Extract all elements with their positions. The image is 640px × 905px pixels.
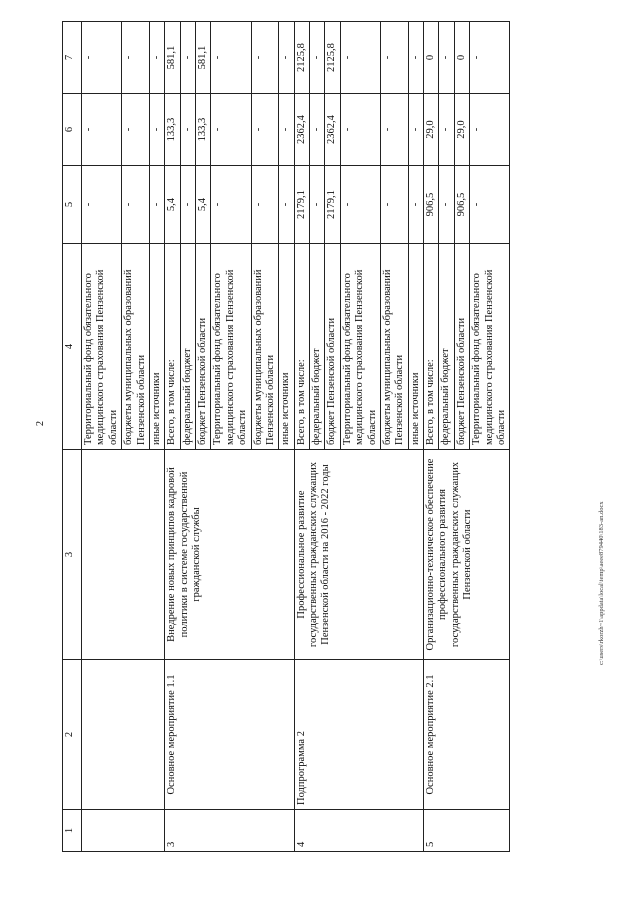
footer-file-path: c:\users\rkorzh~1\appdata\local\temp\aeee879440\183-an.docx [598, 501, 605, 665]
value-cell: 2179,1 [294, 166, 309, 244]
value-cell: 2362,4 [294, 94, 309, 166]
value-cell: - [82, 166, 122, 244]
source-cell: бюджет Пензенской области [196, 244, 211, 450]
value-cell: - [340, 22, 380, 94]
value-cell: - [149, 22, 164, 94]
source-cell: федеральный бюджет [180, 244, 195, 450]
value-cell: - [408, 166, 423, 244]
event-name-cell: Основное мероприятие 1.1 [165, 660, 294, 810]
event-name-cell [82, 660, 165, 810]
header-cell: 1 [63, 810, 82, 852]
value-cell: - [279, 22, 294, 94]
source-cell: иные источники [279, 244, 294, 450]
event-description-cell: Профессиональное развитие государственных гражданских служащих Пензенской области на 2016 - 2022 годы [294, 450, 423, 660]
value-cell: - [180, 22, 195, 94]
value-cell: - [470, 22, 510, 94]
value-cell: - [380, 94, 408, 166]
value-cell: - [122, 94, 150, 166]
value-cell: - [470, 166, 510, 244]
value-cell: - [340, 94, 380, 166]
table-row [165, 22, 180, 852]
value-cell: 906,5 [454, 166, 469, 244]
value-cell: - [380, 166, 408, 244]
value-cell: - [470, 94, 510, 166]
value-cell: 133,3 [196, 94, 211, 166]
source-cell: иные источники [408, 244, 423, 450]
value-cell: 29,0 [424, 94, 439, 166]
value-cell: 906,5 [424, 166, 439, 244]
value-cell: 5,4 [165, 166, 180, 244]
source-cell: бюджет Пензенской области [454, 244, 469, 450]
value-cell: - [122, 166, 150, 244]
source-cell: бюджет Пензенской области [325, 244, 340, 450]
source-cell: федеральный бюджет [310, 244, 325, 450]
value-cell: - [310, 94, 325, 166]
row-number-cell: 4 [294, 810, 423, 852]
value-cell: - [122, 22, 150, 94]
value-cell: - [408, 22, 423, 94]
header-cell: 2 [63, 660, 82, 810]
value-cell: 29,0 [454, 94, 469, 166]
value-cell: - [310, 166, 325, 244]
value-cell: - [211, 22, 251, 94]
value-cell: - [211, 94, 251, 166]
budget-table [62, 21, 510, 852]
value-cell: - [340, 166, 380, 244]
page-number: 2 [35, 421, 46, 426]
value-cell: - [82, 94, 122, 166]
source-cell: Всего, в том числе: [294, 244, 309, 450]
value-cell: 581,1 [196, 22, 211, 94]
row-number-cell: 3 [165, 810, 294, 852]
value-cell: - [251, 166, 279, 244]
table-row [294, 22, 309, 852]
value-cell: 133,3 [165, 94, 180, 166]
rotated-table-container [62, 22, 612, 852]
source-cell: Территориальный фонд обязательного медицинского страхования Пензенской области [211, 244, 251, 450]
header-cell: 4 [63, 244, 82, 450]
event-description-cell [82, 450, 165, 660]
value-cell: - [439, 22, 454, 94]
event-description-cell: Внедрение новых принципов кадровой политики в системе государственной гражданской службы [165, 450, 294, 660]
value-cell: 2179,1 [325, 166, 340, 244]
source-cell: Территориальный фонд обязательного медицинского страхования Пензенской области [470, 244, 510, 450]
row-number-cell [82, 810, 165, 852]
table-row [82, 22, 122, 852]
value-cell: 2125,8 [294, 22, 309, 94]
source-cell: федеральный бюджет [439, 244, 454, 450]
event-name-cell: Подпрограмма 2 [294, 660, 423, 810]
value-cell: - [82, 22, 122, 94]
value-cell: 2362,4 [325, 94, 340, 166]
header-cell: 3 [63, 450, 82, 660]
value-cell: - [439, 166, 454, 244]
event-description-cell: Организационно-техническое обеспечение профессионального развития государственных гражданских служащих Пензенской области [424, 450, 510, 660]
value-cell: - [149, 166, 164, 244]
value-cell: 2125,8 [325, 22, 340, 94]
value-cell: 581,1 [165, 22, 180, 94]
value-cell: 0 [424, 22, 439, 94]
source-cell: бюджеты муниципальных образований Пензенской области [122, 244, 150, 450]
value-cell: - [439, 94, 454, 166]
source-cell: Всего, в том числе: [165, 244, 180, 450]
value-cell: - [380, 22, 408, 94]
table-row [424, 22, 439, 852]
value-cell: - [180, 166, 195, 244]
value-cell: 0 [454, 22, 469, 94]
value-cell: - [180, 94, 195, 166]
header-cell: 6 [63, 94, 82, 166]
header-cell: 7 [63, 22, 82, 94]
header-row [63, 22, 82, 852]
value-cell: - [251, 94, 279, 166]
source-cell: бюджеты муниципальных образований Пензенской области [251, 244, 279, 450]
value-cell: - [408, 94, 423, 166]
source-cell: бюджеты муниципальных образований Пензенской области [380, 244, 408, 450]
value-cell: - [211, 166, 251, 244]
value-cell: 5,4 [196, 166, 211, 244]
source-cell: Территориальный фонд обязательного медицинского страхования Пензенской области [340, 244, 380, 450]
source-cell: иные источники [149, 244, 164, 450]
value-cell: - [149, 94, 164, 166]
value-cell: - [279, 94, 294, 166]
source-cell: Территориальный фонд обязательного медицинского страхования Пензенской области [82, 244, 122, 450]
source-cell: Всего, в том числе: [424, 244, 439, 450]
value-cell: - [310, 22, 325, 94]
value-cell: - [251, 22, 279, 94]
header-cell: 5 [63, 166, 82, 244]
event-name-cell: Основное мероприятие 2.1 [424, 660, 510, 810]
row-number-cell: 5 [424, 810, 510, 852]
value-cell: - [279, 166, 294, 244]
